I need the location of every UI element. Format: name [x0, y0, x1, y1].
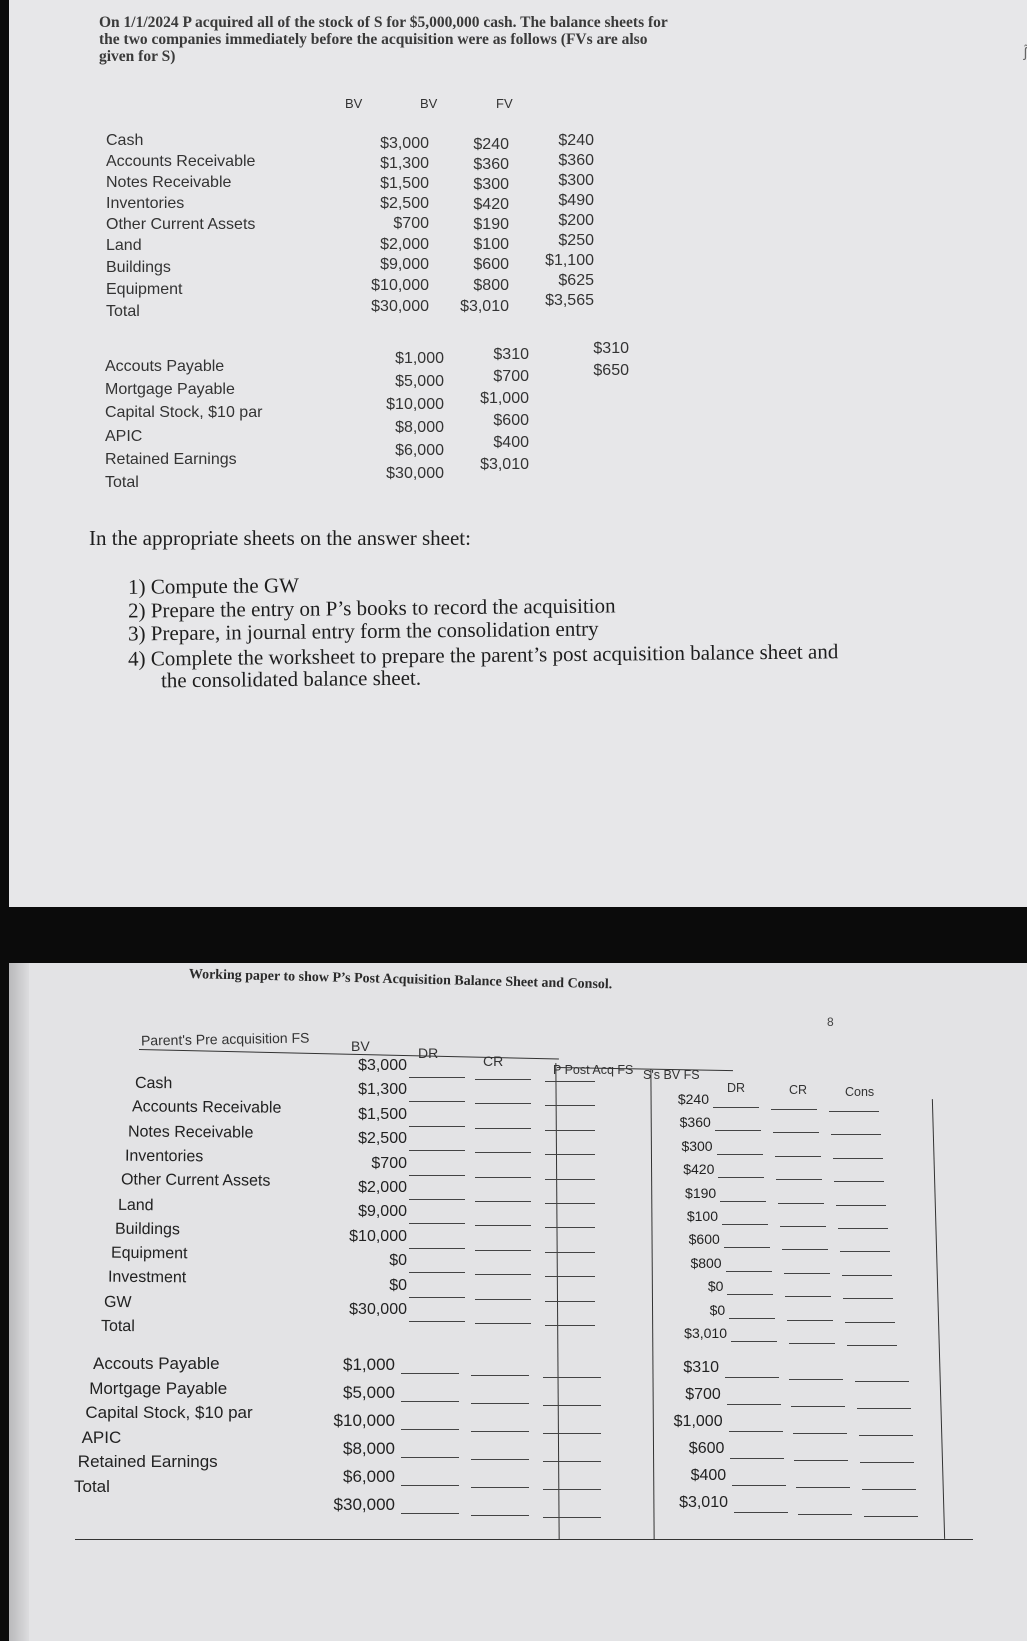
- cr-blank[interactable]: [475, 1152, 531, 1153]
- worksheet-liability-label: Accouts Payable: [93, 1354, 220, 1373]
- dr-blank[interactable]: [401, 1457, 459, 1458]
- p-bv-value: $1,300: [380, 155, 429, 172]
- s-fv-value: $625: [558, 272, 594, 289]
- liability-label: Retained Earnings: [105, 451, 237, 468]
- p-bv-value: $1,000: [395, 350, 444, 367]
- worksheet-asset-label: Buildings: [114, 1220, 180, 1239]
- worksheet-p-bv-value: $1,300: [358, 1081, 407, 1099]
- liability-label: Capital Stock, $10 par: [105, 404, 263, 421]
- p-bv-value: $10,000: [386, 396, 444, 413]
- asset-label: Buildings: [106, 259, 171, 276]
- header-dr: DR: [418, 1045, 439, 1061]
- worksheet-p-bv-value: $0: [389, 1276, 407, 1294]
- consol-dr-blank[interactable]: [715, 1130, 761, 1131]
- s-bv-value: $240: [473, 136, 509, 153]
- p-post-blank[interactable]: [545, 1081, 595, 1082]
- worksheet-asset-label: Accounts Receivable: [131, 1098, 282, 1117]
- instruction-text: In the appropriate sheets on the answer sheet:: [89, 526, 471, 550]
- cr-blank[interactable]: [475, 1177, 531, 1178]
- liability-label: Mortgage Payable: [105, 381, 235, 398]
- p-bv-value: $5,000: [395, 373, 444, 390]
- consol-cr-blank[interactable]: [785, 1296, 831, 1297]
- consol-cr-blank[interactable]: [794, 1460, 848, 1461]
- p-bv-value: $6,000: [395, 442, 444, 459]
- p-bv-value: $1,500: [380, 175, 429, 192]
- right-border: [932, 1099, 945, 1539]
- p-post-blank[interactable]: [543, 1517, 601, 1518]
- problem-sheet: [9, 0, 1027, 907]
- worksheet-p-bv-value: $1,000: [343, 1355, 395, 1374]
- s-fv-value: $200: [558, 212, 594, 229]
- cr-blank[interactable]: [475, 1299, 531, 1300]
- cons-blank[interactable]: [857, 1408, 911, 1409]
- worksheet-liability-label: Capital Stock, $10 par: [85, 1403, 253, 1422]
- s-bv-value: $360: [473, 156, 509, 173]
- consol-dr-blank[interactable]: [725, 1377, 779, 1378]
- consol-dr-blank[interactable]: [724, 1247, 770, 1248]
- worksheet-s-bv-value: $600: [688, 1440, 725, 1457]
- worksheet-p-bv-value: $10,000: [333, 1411, 395, 1430]
- s-bv-value: $3,010: [480, 456, 529, 473]
- p-post-blank[interactable]: [543, 1461, 601, 1462]
- dr-blank[interactable]: [409, 1101, 465, 1102]
- consol-dr-blank[interactable]: [727, 1404, 781, 1405]
- cons-blank[interactable]: [840, 1251, 890, 1252]
- p-post-blank[interactable]: [543, 1489, 601, 1490]
- consol-cr-blank[interactable]: [776, 1179, 822, 1180]
- cr-blank[interactable]: [475, 1225, 531, 1226]
- dr-blank[interactable]: [409, 1297, 465, 1298]
- s-fv-value: $490: [558, 192, 594, 209]
- asset-label: Accounts Receivable: [106, 153, 256, 170]
- worksheet-p-bv-value: $2,000: [358, 1179, 407, 1196]
- worksheet-liability-label: Total: [74, 1476, 110, 1496]
- intro-line: given for S): [99, 48, 176, 65]
- cons-blank[interactable]: [833, 1158, 883, 1159]
- cons-blank[interactable]: [864, 1516, 918, 1517]
- s-fv-value: $250: [558, 232, 594, 249]
- consol-cr-blank[interactable]: [789, 1379, 843, 1380]
- worksheet-liability-label: Retained Earnings: [77, 1452, 218, 1471]
- worksheet-s-bv-value: $600: [688, 1231, 720, 1248]
- dr-blank[interactable]: [401, 1401, 459, 1402]
- cons-blank[interactable]: [829, 1111, 879, 1112]
- worksheet-p-bv-value: $6,000: [343, 1467, 395, 1486]
- consol-dr-blank[interactable]: [722, 1224, 768, 1225]
- asset-label: Other Current Assets: [106, 216, 256, 233]
- worksheet-s-bv-value: $300: [681, 1137, 713, 1154]
- cons-blank[interactable]: [847, 1345, 897, 1346]
- p-post-blank[interactable]: [545, 1105, 595, 1106]
- consol-dr-blank[interactable]: [717, 1154, 763, 1155]
- cons-blank[interactable]: [855, 1381, 909, 1382]
- p-bv-value: $8,000: [395, 419, 444, 436]
- p-post-blank[interactable]: [545, 1252, 595, 1253]
- page-edge-shadow: [9, 963, 29, 1641]
- p-bv-value: $2,500: [380, 195, 429, 212]
- s-bv-value: $800: [473, 277, 509, 294]
- header-cr: CR: [483, 1053, 504, 1069]
- consol-cr-blank[interactable]: [796, 1487, 850, 1488]
- worksheet-s-bv-value: $100: [686, 1208, 718, 1224]
- worksheet-asset-label: Total: [100, 1317, 135, 1336]
- consol-dr-blank[interactable]: [729, 1318, 775, 1319]
- p-bv-value: $2,000: [380, 236, 429, 253]
- s-fv-value: $360: [558, 152, 594, 169]
- cr-blank[interactable]: [471, 1515, 529, 1516]
- consol-dr-blank[interactable]: [732, 1485, 786, 1486]
- consol-cr-blank[interactable]: [771, 1109, 817, 1110]
- worksheet-asset-label: Cash: [134, 1074, 173, 1093]
- worksheet-p-bv-value: $2,500: [358, 1130, 407, 1148]
- dr-blank[interactable]: [409, 1150, 465, 1151]
- p-post-blank[interactable]: [545, 1325, 595, 1326]
- worksheet-asset-label: Equipment: [111, 1244, 188, 1263]
- cr-blank[interactable]: [471, 1431, 529, 1432]
- margin-mark: ʃ̃: [1023, 44, 1027, 60]
- p-post-blank[interactable]: [543, 1377, 601, 1378]
- p-post-blank[interactable]: [545, 1154, 595, 1155]
- consol-dr-blank[interactable]: [729, 1431, 783, 1432]
- header-s-fv: FV: [496, 96, 513, 111]
- worksheet-asset-label: Notes Receivable: [128, 1123, 254, 1142]
- s-bv-value: $700: [493, 368, 529, 385]
- s-bv-value: $420: [473, 196, 509, 213]
- cons-blank[interactable]: [831, 1134, 881, 1135]
- worksheet-p-bv-value: $700: [371, 1154, 407, 1172]
- header-cons: Cons: [845, 1085, 875, 1099]
- cr-blank[interactable]: [475, 1250, 531, 1251]
- consol-cr-blank[interactable]: [773, 1132, 819, 1133]
- cons-blank[interactable]: [842, 1275, 892, 1276]
- consol-cr-blank[interactable]: [787, 1320, 833, 1321]
- s-bv-value: $600: [493, 412, 529, 429]
- header-pre-acquisition-fs: Parent's Pre acquisition FS: [140, 1029, 310, 1049]
- intro-line: On 1/1/2024 P acquired all of the stock of S for $5,000,000 cash. The balance sheets for: [99, 14, 668, 31]
- worksheet-s-bv-value: $1,000: [673, 1413, 723, 1430]
- worksheet-s-bv-value: $420: [683, 1161, 715, 1178]
- dr-blank[interactable]: [401, 1485, 459, 1486]
- liability-label: Total: [105, 474, 139, 491]
- cr-blank[interactable]: [475, 1103, 531, 1104]
- worksheet-asset-label: Other Current Assets: [121, 1171, 271, 1190]
- p-post-blank[interactable]: [545, 1130, 595, 1131]
- consol-cr-blank[interactable]: [775, 1156, 821, 1157]
- s-bv-value: $300: [473, 176, 509, 193]
- consol-cr-blank[interactable]: [789, 1343, 835, 1344]
- header-bv: BV: [351, 1038, 370, 1054]
- worksheet-s-bv-value: $360: [679, 1114, 711, 1131]
- cons-blank[interactable]: [834, 1181, 884, 1182]
- p-bv-value: $9,000: [380, 256, 429, 273]
- p-post-blank[interactable]: [545, 1203, 595, 1204]
- p-post-blank[interactable]: [545, 1301, 595, 1302]
- cons-blank[interactable]: [838, 1228, 888, 1229]
- cr-blank[interactable]: [471, 1459, 529, 1460]
- p-bv-value: $10,000: [371, 277, 429, 294]
- consol-cr-blank[interactable]: [778, 1203, 824, 1204]
- worksheet-s-bv-value: $310: [683, 1359, 719, 1376]
- cons-blank[interactable]: [845, 1322, 895, 1323]
- consol-cr-blank[interactable]: [782, 1249, 828, 1250]
- s-bv-value: $3,010: [460, 298, 509, 315]
- p-post-blank[interactable]: [545, 1179, 595, 1180]
- worksheet-p-bv-value: $30,000: [333, 1495, 395, 1514]
- worksheet-s-bv-value: $800: [690, 1254, 722, 1271]
- worksheet-s-bv-value: $3,010: [684, 1325, 727, 1341]
- worksheet-p-bv-value: $5,000: [343, 1383, 395, 1402]
- s-bv-value: $310: [493, 346, 529, 363]
- task-2: 2) Prepare the entry on P’s books to record the acquisition: [127, 593, 616, 623]
- consol-dr-blank[interactable]: [713, 1107, 759, 1108]
- p-bv-value: $30,000: [386, 465, 444, 482]
- cr-blank[interactable]: [471, 1375, 529, 1376]
- worksheet-asset-label: Investment: [107, 1269, 187, 1287]
- dr-blank[interactable]: [409, 1272, 465, 1273]
- worksheet-p-bv-value: $1,500: [358, 1105, 407, 1123]
- cr-blank[interactable]: [475, 1079, 531, 1080]
- p-post-blank[interactable]: [545, 1227, 595, 1228]
- worksheet-p-bv-value: $0: [389, 1252, 407, 1270]
- consol-dr-blank[interactable]: [731, 1341, 777, 1342]
- cr-blank[interactable]: [475, 1201, 531, 1202]
- s-bv-value: $600: [473, 256, 509, 273]
- s-bv-value: $100: [473, 236, 509, 253]
- s-fv-value: $300: [558, 172, 594, 189]
- worksheet-s-bv-value: $190: [685, 1184, 717, 1201]
- worksheet-s-bv-value: $700: [685, 1386, 721, 1403]
- asset-label: Land: [106, 237, 142, 254]
- header-p-post-acq-fs: P Post Acq FS: [553, 1063, 634, 1077]
- liability-label: Accouts Payable: [105, 358, 225, 375]
- p-post-blank[interactable]: [545, 1276, 595, 1277]
- dr-blank[interactable]: [409, 1126, 465, 1127]
- bottom-border: [75, 1539, 973, 1540]
- worksheet-liability-label: APIC: [81, 1427, 122, 1447]
- dr-blank[interactable]: [409, 1248, 465, 1249]
- s-fv-value: $650: [593, 362, 629, 379]
- p-bv-value: $3,000: [380, 135, 429, 152]
- s-bv-value: $400: [493, 434, 529, 451]
- header-dr-consol: DR: [727, 1081, 746, 1095]
- consol-dr-blank[interactable]: [720, 1201, 766, 1202]
- worksheet-p-bv-value: $10,000: [349, 1227, 407, 1245]
- cons-blank[interactable]: [836, 1205, 886, 1206]
- consol-cr-blank[interactable]: [793, 1433, 847, 1434]
- consol-cr-blank[interactable]: [780, 1226, 826, 1227]
- s-bv-value: $190: [473, 216, 509, 233]
- dr-blank[interactable]: [409, 1321, 465, 1322]
- header-s-bv-fs: S's BV FS: [643, 1068, 700, 1082]
- liability-label: APIC: [105, 428, 143, 445]
- consol-cr-blank[interactable]: [784, 1273, 830, 1274]
- asset-label: Cash: [106, 132, 144, 149]
- cr-blank[interactable]: [475, 1128, 531, 1129]
- header-p-bv: BV: [345, 96, 363, 111]
- cons-blank[interactable]: [860, 1462, 914, 1463]
- task-1: 1) Compute the GW: [127, 573, 300, 599]
- dr-blank[interactable]: [409, 1077, 465, 1078]
- asset-label: Notes Receivable: [106, 174, 232, 191]
- p-post-blank[interactable]: [543, 1433, 601, 1434]
- consol-dr-blank[interactable]: [730, 1458, 784, 1459]
- consol-dr-blank[interactable]: [734, 1512, 788, 1513]
- consol-dr-blank[interactable]: [718, 1177, 764, 1178]
- consol-dr-blank[interactable]: [727, 1294, 773, 1295]
- worksheet-liability-label: Mortgage Payable: [89, 1378, 228, 1398]
- asset-label: Equipment: [106, 281, 183, 298]
- dr-blank[interactable]: [409, 1199, 465, 1200]
- cons-blank[interactable]: [843, 1298, 893, 1299]
- asset-label: Total: [106, 303, 140, 320]
- s-fv-value: $240: [558, 132, 594, 149]
- p-bv-value: $30,000: [371, 298, 429, 315]
- dr-blank[interactable]: [401, 1373, 459, 1374]
- s-bv-value: $1,000: [480, 390, 529, 407]
- worksheet-p-bv-value: $8,000: [343, 1439, 395, 1458]
- s-fv-value: $3,565: [545, 292, 594, 309]
- consol-cr-blank[interactable]: [798, 1514, 852, 1515]
- cr-blank[interactable]: [475, 1323, 531, 1324]
- problem-intro: [99, 14, 668, 65]
- page-number: 8: [827, 1015, 834, 1029]
- worksheet-sheet: [9, 963, 1027, 1641]
- cons-blank[interactable]: [859, 1435, 913, 1436]
- cons-blank[interactable]: [862, 1489, 916, 1490]
- worksheet-asset-label: GW: [104, 1293, 133, 1311]
- dr-blank[interactable]: [401, 1513, 459, 1514]
- p-bv-value: $700: [393, 215, 429, 232]
- dr-blank[interactable]: [401, 1429, 459, 1430]
- worksheet-asset-label: Land: [117, 1196, 154, 1214]
- cr-blank[interactable]: [471, 1487, 529, 1488]
- consol-dr-blank[interactable]: [726, 1271, 772, 1272]
- worksheet-title: Working paper to show P’s Post Acquisition Balance Sheet and Consol.: [188, 967, 613, 993]
- consol-cr-blank[interactable]: [791, 1406, 845, 1407]
- worksheet-s-bv-value: $400: [690, 1467, 727, 1484]
- dr-blank[interactable]: [409, 1223, 465, 1224]
- worksheet-s-bv-value: $0: [709, 1301, 726, 1318]
- task-3: 3) Prepare, in journal entry form the consolidation entry: [127, 616, 599, 646]
- worksheet-s-bv-value: $3,010: [679, 1494, 728, 1511]
- worksheet-p-bv-value: $9,000: [358, 1203, 407, 1221]
- header-s-bv: BV: [420, 96, 438, 111]
- task-4-continued: the consolidated balance sheet.: [160, 665, 422, 693]
- p-post-blank[interactable]: [543, 1405, 601, 1406]
- asset-label: Inventories: [106, 195, 185, 212]
- s-fv-value: $310: [593, 340, 629, 357]
- cr-blank[interactable]: [471, 1403, 529, 1404]
- worksheet-asset-label: Inventories: [124, 1147, 204, 1166]
- intro-line: the two companies immediately before the acquisition were as follows (FVs are also: [99, 31, 648, 48]
- worksheet-s-bv-value: $0: [707, 1278, 724, 1295]
- s-fv-value: $1,100: [545, 252, 594, 269]
- worksheet-p-bv-value: $3,000: [358, 1057, 407, 1074]
- dr-blank[interactable]: [409, 1175, 465, 1176]
- header-cr-consol: CR: [789, 1083, 808, 1097]
- task-4: 4) Complete the worksheet to prepare the parent’s post acquisition balance sheet and: [127, 639, 839, 671]
- cr-blank[interactable]: [475, 1274, 531, 1275]
- worksheet-p-bv-value: $30,000: [349, 1301, 407, 1318]
- worksheet-s-bv-value: $240: [677, 1091, 709, 1107]
